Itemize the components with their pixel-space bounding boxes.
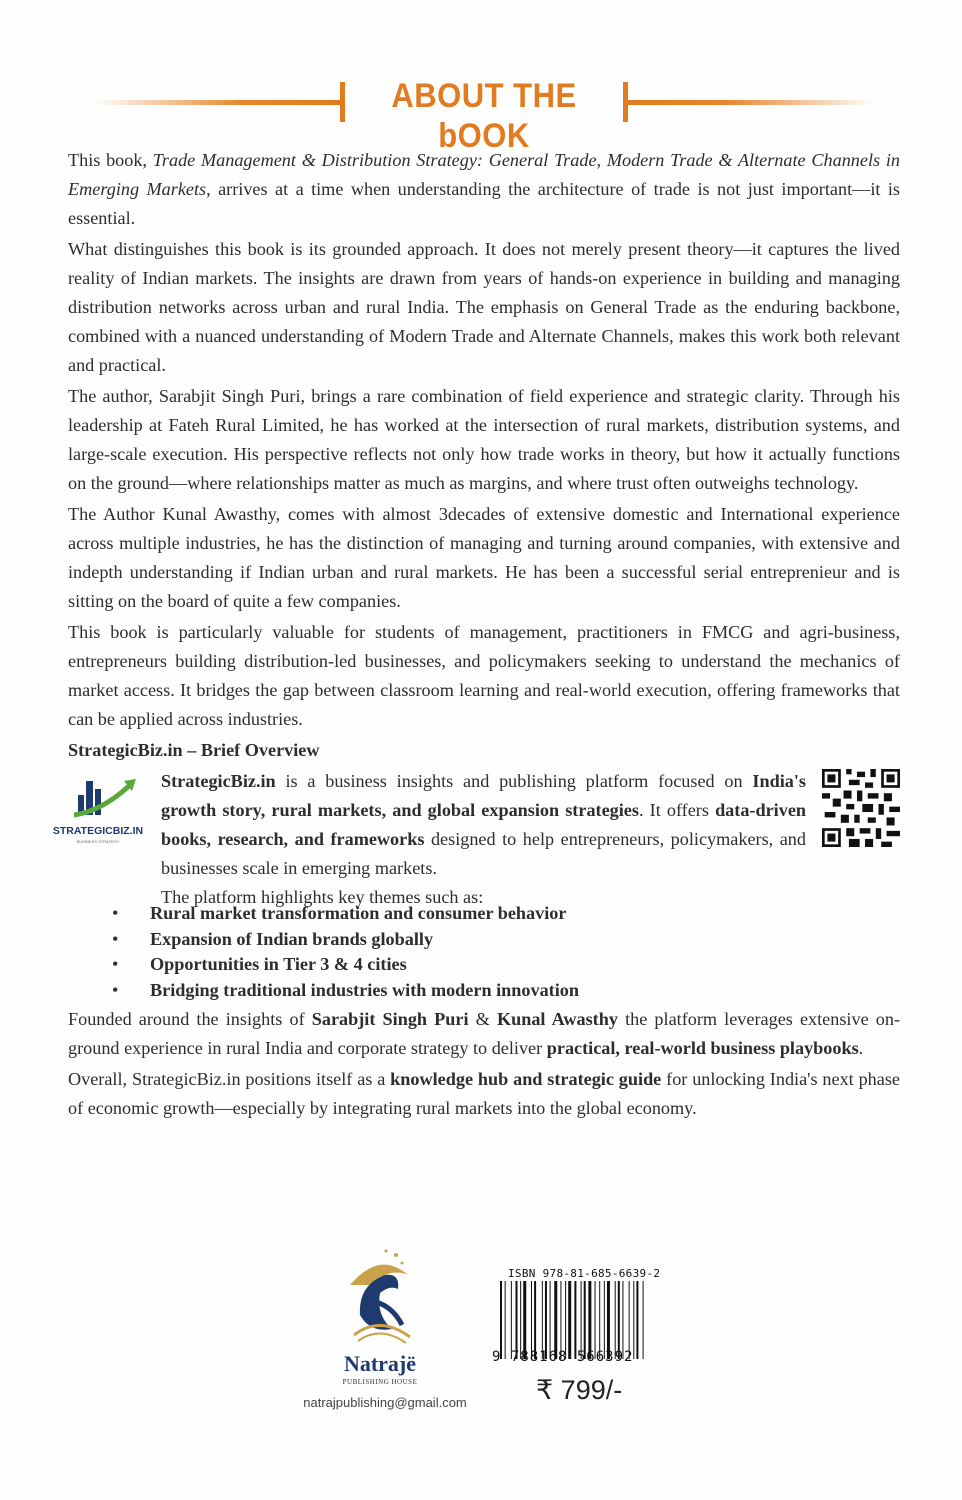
intro-paragraph-2: What distinguishes this book is its grounded approach. It does not merely present theory—it captures the lived reality of Indian markets. The insights are drawn from years of hands-on experience in building and managing distribution networks across urban and rural India. The emphasis on General Trade as the enduring backbone, combined with a nuanced understanding of Modern Trade and Alternate Channels, makes this work both relevant and practical. xyxy=(68,239,900,375)
book-title: Trade Management & Distribution Strategy: General Trade, Modern Trade & Alternate Channels in Emerging Markets xyxy=(68,150,900,199)
intro-paragraph-5: This book is particularly valuable for students of management, practitioners in FMCG and agri-business, entrepreneurs building distribution-led businesses, and policymakers seeking to understand the mechanics of market access. It bridges the gap between classroom learning and real-world execution, offering frameworks that can be applied across industries. xyxy=(68,622,900,729)
barcode-bar xyxy=(560,1281,561,1359)
themes-list xyxy=(68,901,900,1003)
heading-rule-right xyxy=(625,100,875,105)
barcode-bar xyxy=(505,1281,506,1359)
svg-text:BUSINESS STRATEGY: BUSINESS STRATEGY xyxy=(76,839,120,844)
barcode-bar xyxy=(618,1281,620,1359)
themes-intro: The platform highlights key themes such as: xyxy=(161,887,484,907)
barcode-bar xyxy=(599,1281,600,1359)
barcode-bar xyxy=(500,1281,502,1359)
barcode-bar xyxy=(534,1281,536,1359)
overview-description: StrategicBiz.in is a business insights and publishing platform focused on India's growth story, rural markets, and global expansion strategies. It offers data-driven books, research, and frameworks designed to help entrepreneurs, policymakers, and businesses scale in emerging markets. xyxy=(161,771,806,878)
intro-p1-lead: This book, xyxy=(68,150,153,170)
barcode-bar xyxy=(595,1281,596,1359)
barcode-bar xyxy=(523,1281,526,1359)
list-item: • Rural market transformation and consumer behavior xyxy=(68,901,900,927)
back-cover-footer xyxy=(0,1245,962,1475)
barcode-bar xyxy=(550,1281,551,1359)
overview-block xyxy=(52,767,900,907)
publisher-email[interactable]: natrajpublishing@gmail.com xyxy=(303,1395,467,1410)
list-item: • Opportunities in Tier 3 & 4 cities xyxy=(68,952,900,978)
overall-paragraph: Overall, StrategicBiz.in positions itself as a knowledge hub and strategic guide for unlocking India's next phase of economic growth—especially by integrating rural markets into the global economy. xyxy=(68,1069,900,1118)
barcode-bar xyxy=(581,1281,582,1359)
barcode-bar xyxy=(568,1281,571,1359)
barcode-bar xyxy=(542,1281,543,1359)
barcode-number: 9 788168 566392 xyxy=(492,1349,634,1365)
strategicbiz-logo xyxy=(38,771,158,851)
barcode-bar xyxy=(531,1281,532,1359)
barcode-bar xyxy=(622,1281,623,1359)
section-heading-bar xyxy=(95,76,875,155)
barcode-bar xyxy=(629,1281,630,1359)
barcode-bar xyxy=(636,1281,638,1359)
list-item: • Expansion of Indian brands globally xyxy=(68,927,900,953)
barcode-bar xyxy=(607,1281,610,1359)
barcode-bar xyxy=(584,1281,586,1359)
heading-rule-left xyxy=(95,100,341,105)
barcode-bar xyxy=(604,1281,605,1359)
isbn-barcode xyxy=(500,1281,658,1359)
qr-code[interactable] xyxy=(822,769,900,847)
barcode-bar xyxy=(565,1281,566,1359)
barcode-bar xyxy=(588,1281,591,1359)
intro-paragraph-1 xyxy=(68,146,900,233)
founders-paragraph: Founded around the insights of Sarabjit Singh Puri & Kunal Awasthy the platform leverages extensive on-ground experience in rural India and corporate strategy to deliver practical, real-world business playbooks. xyxy=(68,1009,901,1058)
isbn-label: ISBN 978-81-685-6639-2 xyxy=(508,1267,661,1280)
about-body xyxy=(52,146,901,1125)
publisher-name: Natrajë xyxy=(343,1351,417,1376)
intro-p1-tail: , arrives at a time when understanding the architecture of trade is not just important—it is essential. xyxy=(68,179,900,228)
intro-paragraph-4: The Author Kunal Awasthy, comes with almost 3decades of extensive domestic and International experience across multiple industries, he has the distinction of managing and turning around companies, with extensive and indepth understanding if Indian urban and rural markets. He has been a successful serial entreprenieur and is sitting on the board of quite a few companies. xyxy=(68,504,900,611)
barcode-bar xyxy=(516,1281,518,1359)
barcode-bar xyxy=(615,1281,616,1359)
barcode-bar xyxy=(511,1281,512,1359)
page-title: ABOUT THE bOOK xyxy=(391,76,577,155)
publisher-subtitle: PUBLISHING HOUSE xyxy=(342,1378,418,1386)
natraj-publisher-logo xyxy=(330,1245,430,1365)
barcode-bar xyxy=(545,1281,547,1359)
barcode-bar xyxy=(554,1281,557,1359)
price-label: ₹ 799/- xyxy=(536,1375,623,1405)
overview-title: StrategicBiz.in – Brief Overview xyxy=(68,740,320,760)
intro-paragraph-3: The author, Sarabjit Singh Puri, brings a rare combination of field experience and strategic clarity. Through his leadership at Fateh Rural Limited, he has worked at the intersection of rural markets, distribution systems, and large-scale execution. His perspective reflects not only how trade works in theory, but how it actually functions on the ground—where relationships matter as much as margins, and where trust often outweighs technology. xyxy=(68,386,900,493)
svg-text:STRATEGICBIZ.IN: STRATEGICBIZ.IN xyxy=(52,825,144,837)
barcode-bar xyxy=(574,1281,576,1359)
barcode-bar xyxy=(520,1281,521,1359)
list-item: • Bridging traditional industries with modern innovation xyxy=(68,978,900,1004)
barcode-bar xyxy=(643,1281,644,1359)
barcode-bar xyxy=(633,1281,634,1359)
